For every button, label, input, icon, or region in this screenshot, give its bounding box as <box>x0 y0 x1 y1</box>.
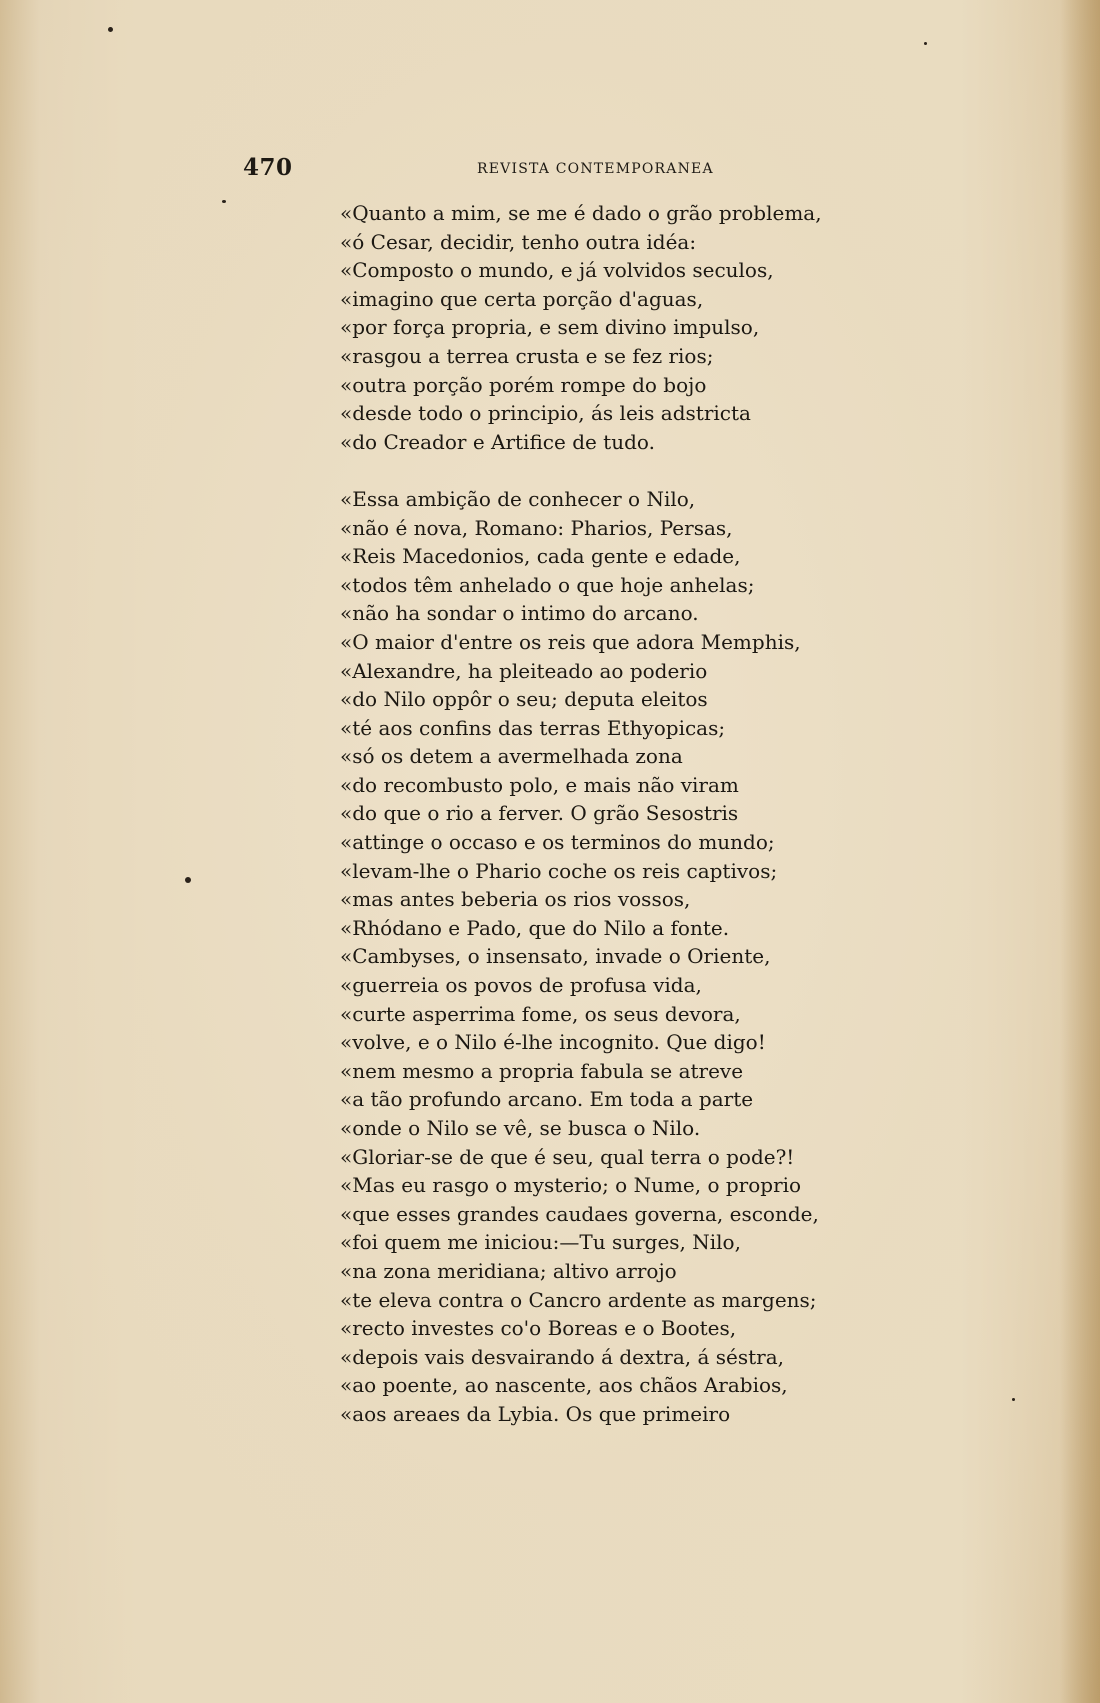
verse-line: «foi quem me iniciou:—Tu surges, Nilo, <box>340 1230 741 1255</box>
verse-line: «onde o Nilo se vê, se busca o Nilo. <box>340 1116 701 1140</box>
verse-line: «curte asperrima fome, os seus devora, <box>340 1001 741 1026</box>
verse-line: «não é nova, Romano: Pharios, Persas, <box>340 515 733 540</box>
verse-line: «do Creador e Artifice de tudo. <box>340 429 655 454</box>
verse-line: «ó Cesar, decidir, tenho outra idéa: <box>340 229 697 254</box>
running-title: REVISTA CONTEMPORANEA <box>477 161 714 177</box>
verse-line: «a tão profundo arcano. Em toda a parte <box>340 1087 754 1112</box>
verse-line: «Composto o mundo, e já volvidos seculos, <box>340 258 774 283</box>
verse-line: «do recombusto polo, e mais não viram <box>340 772 739 797</box>
verse-line: «attinge o occaso e os terminos do mundo; <box>340 830 775 855</box>
verse-line: «por força propria, e sem divino impulso, <box>340 315 760 340</box>
verse-line: «desde todo o principio, ás leis adstricta <box>340 401 751 426</box>
verse-line: «mas antes beberia os rios vossos, <box>340 887 691 912</box>
verse-line: «Rhódano e Pado, que do Nilo a fonte. <box>340 915 730 940</box>
verse-line: «ao poente, ao nascente, aos chãos Arabios, <box>340 1373 788 1398</box>
verse-line: «do Nilo oppôr o seu; deputa eleitos <box>340 687 708 712</box>
verse-line: «guerreia os povos de profusa vida, <box>340 973 702 998</box>
verse-line: «outra porção porém rompe do bojo <box>340 372 707 397</box>
stanza <box>340 199 860 456</box>
poem-text <box>340 199 860 1429</box>
ink-speck <box>222 200 226 203</box>
stanza <box>340 485 860 1429</box>
page-header <box>243 154 713 184</box>
verse-line: «te eleva contra o Cancro ardente as margens; <box>340 1287 817 1312</box>
verse-line: «do que o rio a ferver. O grão Sesostris <box>340 801 739 826</box>
verse-line: «só os detem a avermelhada zona <box>340 744 683 769</box>
verse-line: «todos têm anhelado o que hoje anhelas; <box>340 572 755 597</box>
verse-line: «depois vais desvairando á dextra, á séstra, <box>340 1344 785 1369</box>
ink-speck <box>185 877 191 883</box>
ink-speck <box>108 27 113 32</box>
verse-line: «que esses grandes caudaes governa, esconde, <box>340 1201 819 1226</box>
ink-speck <box>924 42 927 45</box>
verse-line: «Essa ambição de conhecer o Nilo, <box>340 486 696 511</box>
verse-line: «O maior d'entre os reis que adora Memphis, <box>340 629 801 654</box>
verse-line: «rasgou a terrea crusta e se fez rios; <box>340 343 714 368</box>
verse-line: «não ha sondar o intimo do arcano. <box>340 601 699 626</box>
verse-line: «volve, e o Nilo é-lhe incognito. Que digo! <box>340 1030 766 1055</box>
page-number: 470 <box>243 154 293 181</box>
verse-line: «na zona meridiana; altivo arrojo <box>340 1258 677 1283</box>
ink-speck <box>1012 1398 1015 1401</box>
page-edge-shadow <box>1060 0 1100 1703</box>
verse-line: «té aos confins das terras Ethyopicas; <box>340 715 726 740</box>
verse-line: «Quanto a mim, se me é dado o grão problema, <box>340 201 822 225</box>
verse-line: «Cambyses, o insensato, invade o Oriente, <box>340 944 771 969</box>
verse-line: «imagino que certa porção d'aguas, <box>340 286 704 311</box>
verse-line: «Gloriar-se de que é seu, qual terra o pode?! <box>340 1144 795 1169</box>
verse-line: «Mas eu rasgo o mysterio; o Nume, o proprio <box>340 1173 802 1198</box>
verse-line: «Alexandre, ha pleiteado ao poderio <box>340 658 708 683</box>
verse-line: «recto investes co'o Boreas e o Bootes, <box>340 1316 737 1341</box>
verse-line: «aos areaes da Lybia. Os que primeiro <box>340 1401 731 1426</box>
verse-line: «Reis Macedonios, cada gente e edade, <box>340 544 741 569</box>
verse-line: «levam-lhe o Phario coche os reis captivos; <box>340 858 778 883</box>
verse-line: «nem mesmo a propria fabula se atreve <box>340 1058 744 1083</box>
